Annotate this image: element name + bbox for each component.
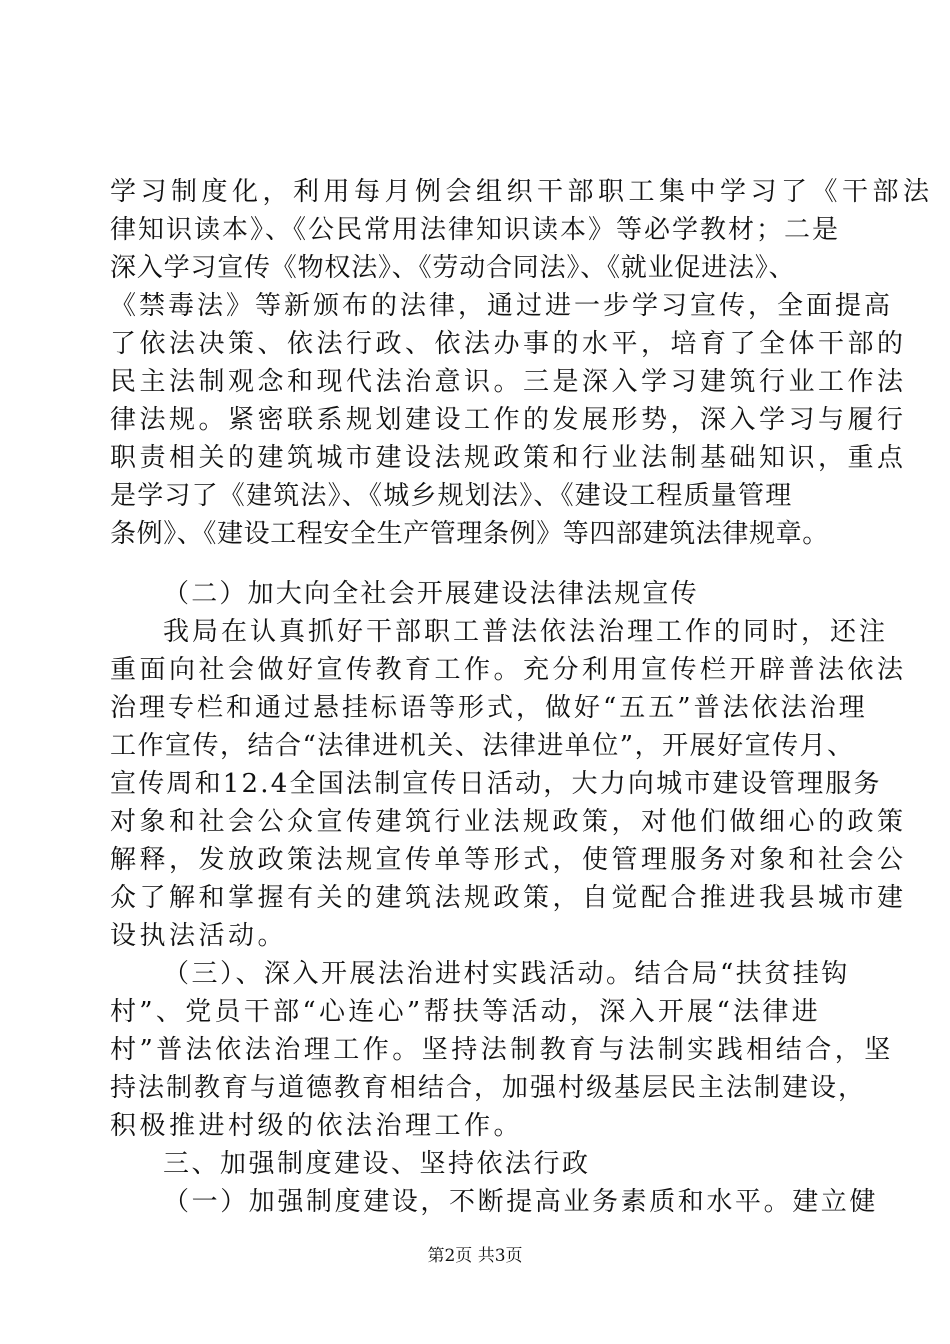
body-line: 深入学习宣传《物权法》、《劳动合同法》、《就业促进法》、 xyxy=(110,253,796,283)
body-line: 律法规。紧密联系规划建设工作的发展形势，深入学习与履行 xyxy=(110,405,907,435)
body-line: 积极推进村级的依法治理工作。 xyxy=(110,1111,524,1141)
section-heading: （一）加强制度建设，不断提高业务素质和水平。建立健 xyxy=(163,1187,879,1217)
section-heading: 三、加强制度建设、坚持依法行政 xyxy=(163,1149,591,1179)
body-line: 学习制度化，利用每月例会组织干部职工集中学习了《干部法 xyxy=(110,177,934,207)
section-heading: （三）、深入开展法治进村实践活动。结合局“扶贫挂钩 xyxy=(163,959,850,989)
body-line: 治理专栏和通过悬挂标语等形式，做好“五五”普法依法治理 xyxy=(110,693,868,723)
body-line: 条例》、《建设工程安全生产管理条例》等四部建筑法律规章。 xyxy=(110,519,829,549)
body-line: 律知识读本》、《公民常用法律知识读本》等必学教材；二是 xyxy=(110,215,841,245)
body-line: 村”、党员干部“心连心”帮扶等活动，深入开展“法律进 xyxy=(110,997,821,1027)
body-line: 宣传周和12.4全国法制宣传日活动，大力向城市建设管理服务 xyxy=(110,769,882,799)
body-line: 工作宣传，结合“法律进机关、法律进单位”，开展好宣传月、 xyxy=(110,731,855,761)
body-line: 设执法活动。 xyxy=(110,921,288,951)
body-line: 《禁毒法》等新颁布的法律，通过进一步学习宣传，全面提高 xyxy=(110,291,894,321)
body-line: 我局在认真抓好干部职工普法依法治理工作的同时，还注 xyxy=(163,617,889,647)
body-line: 对象和社会公众宣传建筑行业法规政策，对他们做细心的政策 xyxy=(110,807,907,837)
section-heading: （二）加大向全社会开展建设法律法规宣传 xyxy=(163,579,699,609)
body-line: 持法制教育与道德教育相结合，加强村级基层民主法制建设， xyxy=(110,1073,867,1103)
body-line: 村”普法依法治理工作。坚持法制教育与法制实践相结合，坚 xyxy=(110,1035,894,1065)
body-line: 民主法制观念和现代法治意识。三是深入学习建筑行业工作法 xyxy=(110,367,907,397)
body-line: 重面向社会做好宣传教育工作。充分利用宣传栏开辟普法依法 xyxy=(110,655,907,685)
body-line: 了依法决策、依法行政、依法办事的水平，培育了全体干部的 xyxy=(110,329,907,359)
body-line: 职责相关的建筑城市建设法规政策和行业法制基础知识，重点 xyxy=(110,443,907,473)
body-line: 众了解和掌握有关的建筑法规政策，自觉配合推进我县城市建 xyxy=(110,883,907,913)
body-line: 是学习了《建筑法》、《城乡规划法》、《建设工程质量管理 xyxy=(110,481,793,511)
body-line: 解释，发放政策法规宣传单等形式，使管理服务对象和社会公 xyxy=(110,845,907,875)
page-number: 第2页 共3页 xyxy=(427,1246,523,1266)
